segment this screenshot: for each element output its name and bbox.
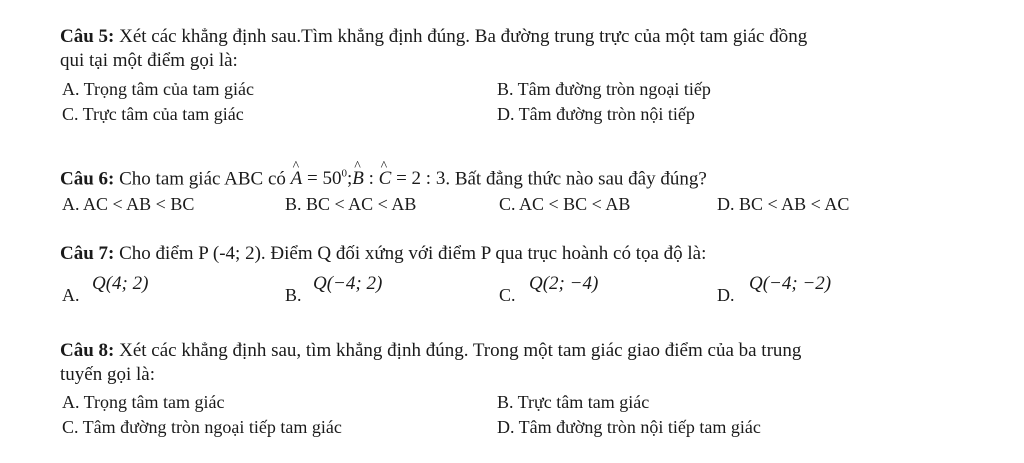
- q8-label: Câu 8:: [60, 340, 115, 361]
- q6-colon: :: [363, 168, 379, 190]
- q5-option-b: B. Tâm đường tròn ngoại tiếp: [497, 79, 711, 99]
- q7-option-b-label: B.: [285, 285, 302, 305]
- q7-label: Câu 7:: [60, 243, 115, 264]
- q6-text-before: Cho tam giác ABC có: [114, 168, 291, 190]
- q5-text-line1: Xét các khẳng định sau.Tìm khẳng định đúng. Ba đường trung trực của một tam giác đồng: [114, 26, 808, 47]
- q7-option-c-label: C.: [499, 285, 516, 305]
- q7-option-d-expr: Q(−4; −2): [749, 273, 832, 294]
- q6-ratio: = 2 : 3: [391, 168, 446, 190]
- q6-option-b: B. BC < AC < AB: [285, 194, 417, 214]
- q6-eq: = 50: [302, 168, 342, 190]
- q8-line1: [60, 340, 801, 362]
- q7-option-b-expr: Q(−4; 2): [313, 273, 383, 294]
- q8-option-b: B. Trực tâm tam giác: [497, 392, 650, 412]
- q6-line: Câu 6: Cho tam giác ABC có ^ $A = 50^0;\^{}$ B : ^ C = 2 : 3. Bất đẳng thức nào sau đây đúng?: [60, 163, 707, 190]
- q8-text-line2: tuyến gọi là:: [60, 364, 155, 385]
- q6-angle-b: ^ B: [352, 168, 364, 190]
- q6-degree: 0: [341, 168, 347, 180]
- q5-option-d: D. Tâm đường tròn nội tiếp: [497, 104, 695, 124]
- q8-option-c: C. Tâm đường tròn ngoại tiếp tam giác: [62, 417, 342, 437]
- q6-option-a: A. AC < AB < BC: [62, 194, 195, 214]
- q8-option-a: A. Trọng tâm tam giác: [62, 392, 225, 412]
- q6-text-after: . Bất đẳng thức nào sau đây đúng?: [445, 168, 707, 190]
- q7-line: [60, 243, 706, 265]
- q6-angle-a: ^ A: [291, 168, 303, 190]
- q6-angle-c: ^ C: [379, 168, 392, 190]
- q7-text: Cho điểm P (-4; 2). Điểm Q đối xứng với điểm P qua trục hoành có tọa độ là:: [114, 243, 707, 264]
- q6-label: Câu 6:: [60, 168, 115, 190]
- q6-option-c: C. AC < BC < AB: [499, 194, 631, 214]
- q7-option-a-label: A.: [62, 285, 80, 305]
- q5-option-c: C. Trực tâm của tam giác: [62, 104, 244, 124]
- q5-line1: [60, 26, 807, 48]
- q5-text-line2: qui tại một điểm gọi là:: [60, 50, 238, 71]
- q5-option-a: A. Trọng tâm của tam giác: [62, 79, 254, 99]
- q7-option-d-label: D.: [717, 285, 735, 305]
- q8-text-line1: Xét các khẳng định sau, tìm khẳng định đúng. Trong một tam giác giao điểm của ba trung: [114, 340, 802, 361]
- q8-option-d: D. Tâm đường tròn nội tiếp tam giác: [497, 417, 761, 437]
- q6-option-d: D. BC < AB < AC: [717, 194, 850, 214]
- q7-option-a-expr: Q(4; 2): [92, 273, 149, 294]
- q5-label: Câu 5:: [60, 26, 115, 47]
- q7-option-c-expr: Q(2; −4): [529, 273, 599, 294]
